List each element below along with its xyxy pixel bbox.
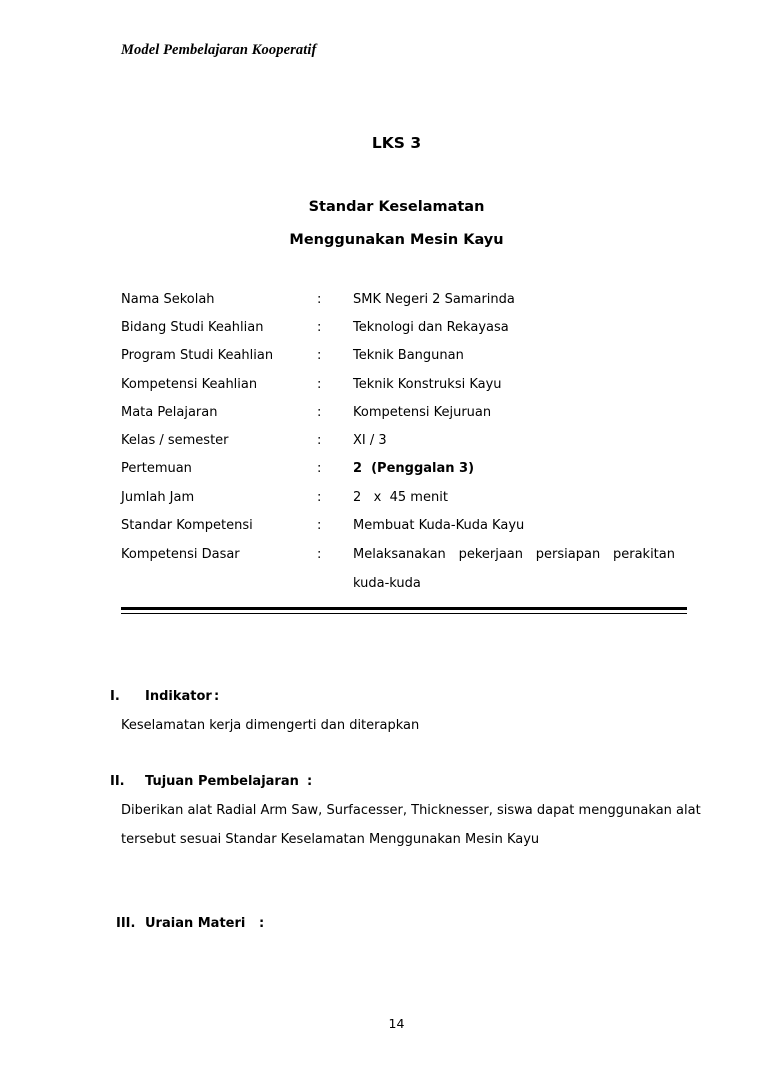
- section-heading-tujuan: Tujuan Pembelajaran: [145, 774, 299, 789]
- info-row-bidang-studi: [121, 320, 681, 342]
- section-2-text-line-1: Diberikan alat Radial Arm Saw, Surfacesser, Thicknesser, siswa dapat menggunakan alat: [121, 803, 701, 818]
- info-colon: :: [317, 490, 322, 505]
- info-value-word: pekerjaan: [458, 547, 524, 562]
- info-colon: :: [317, 405, 322, 420]
- section-heading-uraian: Uraian Materi: [145, 916, 246, 931]
- info-row-kompetensi-dasar-cont: [121, 576, 681, 598]
- section-2-text-line-2: tersebut sesuai Standar Keselamatan Menggunakan Mesin Kayu: [121, 832, 540, 847]
- info-value-line-2: kuda-kuda: [353, 576, 421, 591]
- section-number-3: III.: [116, 916, 136, 931]
- section-heading-indikator: Indikator: [145, 689, 212, 704]
- info-row-nama-sekolah: [121, 292, 681, 314]
- section-colon-2: :: [307, 774, 313, 789]
- info-colon: :: [317, 348, 322, 363]
- section-1-text: Keselamatan kerja dimengerti dan diterapkan: [121, 718, 420, 733]
- document-subtitle-line-2: Menggunakan Mesin Kayu: [289, 232, 504, 248]
- info-value: Teknik Bangunan: [353, 348, 464, 363]
- page-number: 14: [388, 1016, 405, 1031]
- running-header: Model Pembelajaran Kooperatif: [121, 42, 317, 58]
- info-label: Jumlah Jam: [121, 490, 195, 505]
- info-colon: :: [317, 518, 322, 533]
- info-label: Program Studi Keahlian: [121, 348, 274, 363]
- info-value: 2 (Penggalan 3): [353, 461, 475, 476]
- info-value: XI / 3: [353, 433, 387, 448]
- double-rule-thin: [121, 613, 687, 614]
- info-row-kelas-semester: [121, 433, 681, 455]
- info-label: Standar Kompetensi: [121, 518, 253, 533]
- info-value: Membuat Kuda-Kuda Kayu: [353, 518, 525, 533]
- section-colon-1: :: [214, 689, 220, 704]
- section-colon-3: :: [259, 916, 265, 931]
- document-title: LKS 3: [371, 134, 422, 152]
- info-row-pertemuan: [121, 461, 681, 483]
- info-row-program-studi: [121, 348, 681, 370]
- info-value-line-1: [353, 547, 675, 562]
- section-number-1: I.: [110, 689, 120, 704]
- info-row-mata-pelajaran: [121, 405, 681, 427]
- info-value: Teknik Konstruksi Kayu: [353, 377, 502, 392]
- info-label: Kelas / semester: [121, 433, 229, 448]
- info-row-kompetensi-keahlian: [121, 377, 681, 399]
- info-value: SMK Negeri 2 Samarinda: [353, 292, 515, 307]
- info-value-word: persiapan: [535, 547, 601, 562]
- info-row-standar-kompetensi: [121, 518, 681, 540]
- info-value-word: perakitan: [612, 547, 675, 562]
- info-colon: :: [317, 292, 322, 307]
- info-colon: :: [317, 461, 322, 476]
- info-label: Mata Pelajaran: [121, 405, 218, 420]
- info-label: Bidang Studi Keahlian: [121, 320, 264, 335]
- info-value: 2 x 45 menit: [353, 490, 448, 505]
- info-colon: :: [317, 433, 322, 448]
- info-label: Kompetensi Keahlian: [121, 377, 258, 392]
- info-value-word: Melaksanakan: [353, 547, 446, 562]
- info-colon: :: [317, 547, 322, 562]
- info-label: Pertemuan: [121, 461, 192, 476]
- info-row-kompetensi-dasar: [121, 547, 681, 569]
- info-label: Kompetensi Dasar: [121, 547, 240, 562]
- info-label: Nama Sekolah: [121, 292, 215, 307]
- info-row-jumlah-jam: [121, 490, 681, 512]
- info-colon: :: [317, 377, 322, 392]
- info-value: Kompetensi Kejuruan: [353, 405, 492, 420]
- document-subtitle-line-1: Standar Keselamatan: [308, 199, 485, 215]
- double-rule-thick: [121, 607, 687, 610]
- info-colon: :: [317, 320, 322, 335]
- info-value: Teknologi dan Rekayasa: [353, 320, 509, 335]
- section-number-2: II.: [110, 774, 125, 789]
